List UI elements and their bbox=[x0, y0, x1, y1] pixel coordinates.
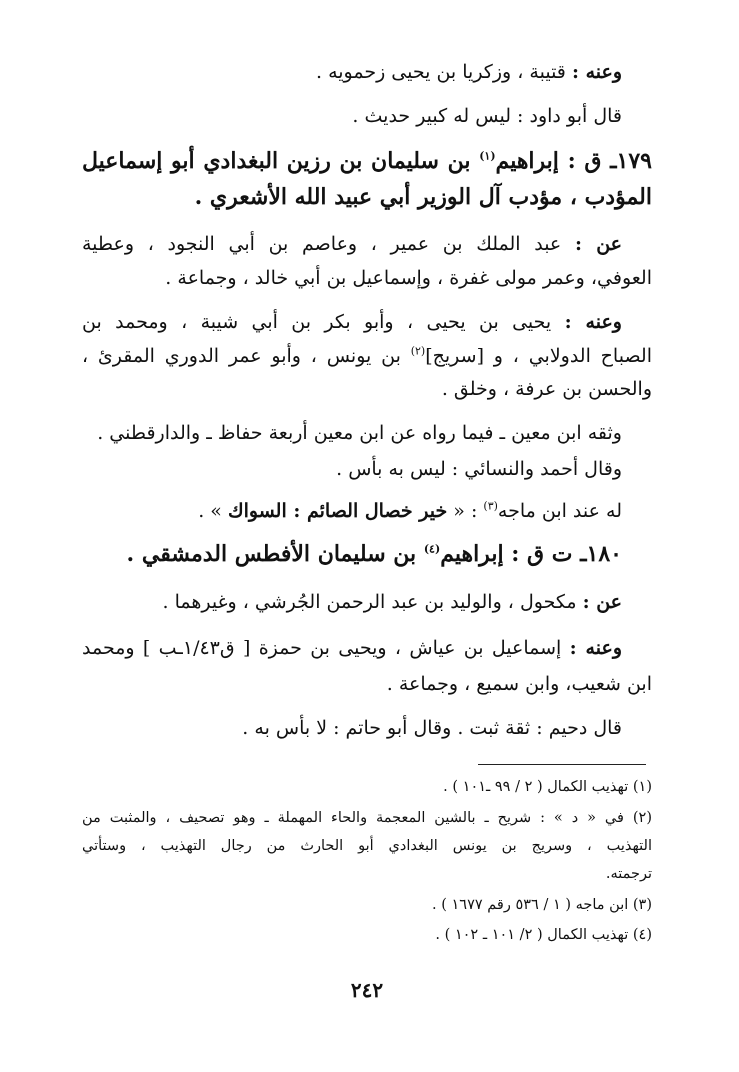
text: » . bbox=[198, 500, 228, 522]
entry-line bbox=[82, 264, 652, 292]
entry-line bbox=[82, 230, 652, 258]
text: مكحول ، والوليد بن عبد الرحمن الجُرشي ، وغيرهما . bbox=[162, 591, 583, 613]
footnote-text: (٤) تهذيب الكمال ( ٢/ ١٠١ ـ ١٠٢ ) . bbox=[435, 927, 652, 943]
text: قال دحيم : ثقة ثبت . وقال أبو حاتم : لا بأس به . bbox=[242, 717, 622, 739]
footnote bbox=[82, 807, 652, 829]
entry-line bbox=[82, 670, 652, 698]
entry-line bbox=[82, 588, 652, 616]
hadith-text: خير خصال الصائم : السواك bbox=[227, 500, 448, 522]
entry-line bbox=[82, 634, 652, 662]
label: وعنه : bbox=[569, 637, 622, 659]
text: ابن شعيب، وابن سميع ، وجماعة . bbox=[386, 673, 652, 695]
footnote-marker: (٣) bbox=[483, 499, 498, 513]
entry-line bbox=[82, 455, 652, 483]
footnote-text: ترجمته. bbox=[605, 866, 652, 882]
footnote-marker: (١) bbox=[479, 149, 496, 163]
text: وثقه ابن معين ـ فيما رواه عن ابن معين أربعة حفاظ ـ والدارقطني . bbox=[97, 422, 622, 444]
text: عبد الملك بن عمير ، وعاصم بن أبي النجود ، وعطية bbox=[82, 233, 575, 255]
label: وعنه : bbox=[571, 61, 622, 83]
entry-line bbox=[82, 58, 652, 86]
entry-line bbox=[82, 497, 652, 525]
entry-line bbox=[82, 102, 652, 130]
text: يحيى بن يحيى ، وأبو بكر بن أبي شيبة ، ومحمد بن bbox=[82, 311, 565, 333]
heading-text: بن سليمان بن رزين البغدادي أبو إسماعيل bbox=[82, 148, 480, 174]
text: وقال أحمد والنسائي : ليس به بأس . bbox=[336, 458, 622, 480]
footnote-divider bbox=[478, 764, 646, 765]
footnote-text: (١) تهذيب الكمال ( ٢ / ٩٩ ـ١٠١ ) . bbox=[443, 779, 652, 795]
entry-line bbox=[82, 714, 652, 742]
entry-line bbox=[82, 342, 652, 370]
text: الصباح الدولابي ، و [سريج] bbox=[425, 345, 653, 367]
footnote-text: (٢) في « د » : شريح ـ بالشين المعجمة والحاء المهملة ـ وهو تصحيف ، والمثبت من bbox=[82, 810, 652, 826]
text: : « bbox=[447, 500, 484, 522]
label: عن : bbox=[574, 233, 622, 255]
text: العوفي، وعمر مولى غفرة ، وإسماعيل بن أبي خالد ، وجماعة . bbox=[165, 267, 652, 289]
text: إسماعيل بن عياش ، ويحيى بن حمزة [ ق١/٤٣ـب ] ومحمد bbox=[82, 637, 570, 659]
text: والحسن بن عرفة ، وخلق . bbox=[441, 378, 652, 400]
label: عن : bbox=[582, 591, 622, 613]
footnote-text: (٣) ابن ماجه ( ١ / ٥٣٦ رقم ١٦٧٧ ) . bbox=[432, 897, 652, 913]
entry-line bbox=[82, 308, 652, 336]
footnote bbox=[82, 776, 652, 798]
heading-text: المؤدب ، مؤدب آل الوزير أبي عبيد الله الأشعري . bbox=[194, 184, 652, 210]
heading-text: ١٧٩ـ ق : إبراهيم bbox=[495, 148, 652, 174]
heading-text: بن سليمان الأفطس الدمشقي . bbox=[126, 541, 424, 567]
footnote bbox=[82, 894, 652, 916]
footnote bbox=[82, 924, 652, 946]
label: وعنه : bbox=[564, 311, 622, 333]
text: قتيبة ، وزكريا بن يحيى زحمويه . bbox=[315, 61, 572, 83]
heading-text: ١٨٠ـ ت ق : إبراهيم bbox=[440, 541, 622, 567]
text: له عند ابن ماجه bbox=[497, 500, 622, 522]
footnote-text: التهذيب ، وسريج بن يونس البغدادي أبو الحارث من رجال التهذيب ، وستأتي bbox=[82, 838, 652, 854]
entry-heading bbox=[82, 145, 652, 177]
footnote-marker: (٤) bbox=[423, 542, 441, 556]
footnote bbox=[82, 863, 652, 885]
text: قال أبو داود : ليس له كبير حديث . bbox=[352, 105, 622, 127]
footnote-marker: (٢) bbox=[410, 344, 426, 358]
entry-heading bbox=[82, 538, 652, 570]
entry-line bbox=[82, 419, 652, 447]
text: بن يونس ، وأبو عمر الدوري المقرئ ، bbox=[82, 345, 411, 367]
entry-line bbox=[82, 375, 652, 403]
entry-heading bbox=[82, 181, 652, 213]
page-number: ٢٤٢ bbox=[350, 978, 384, 1002]
footnote bbox=[82, 835, 652, 857]
